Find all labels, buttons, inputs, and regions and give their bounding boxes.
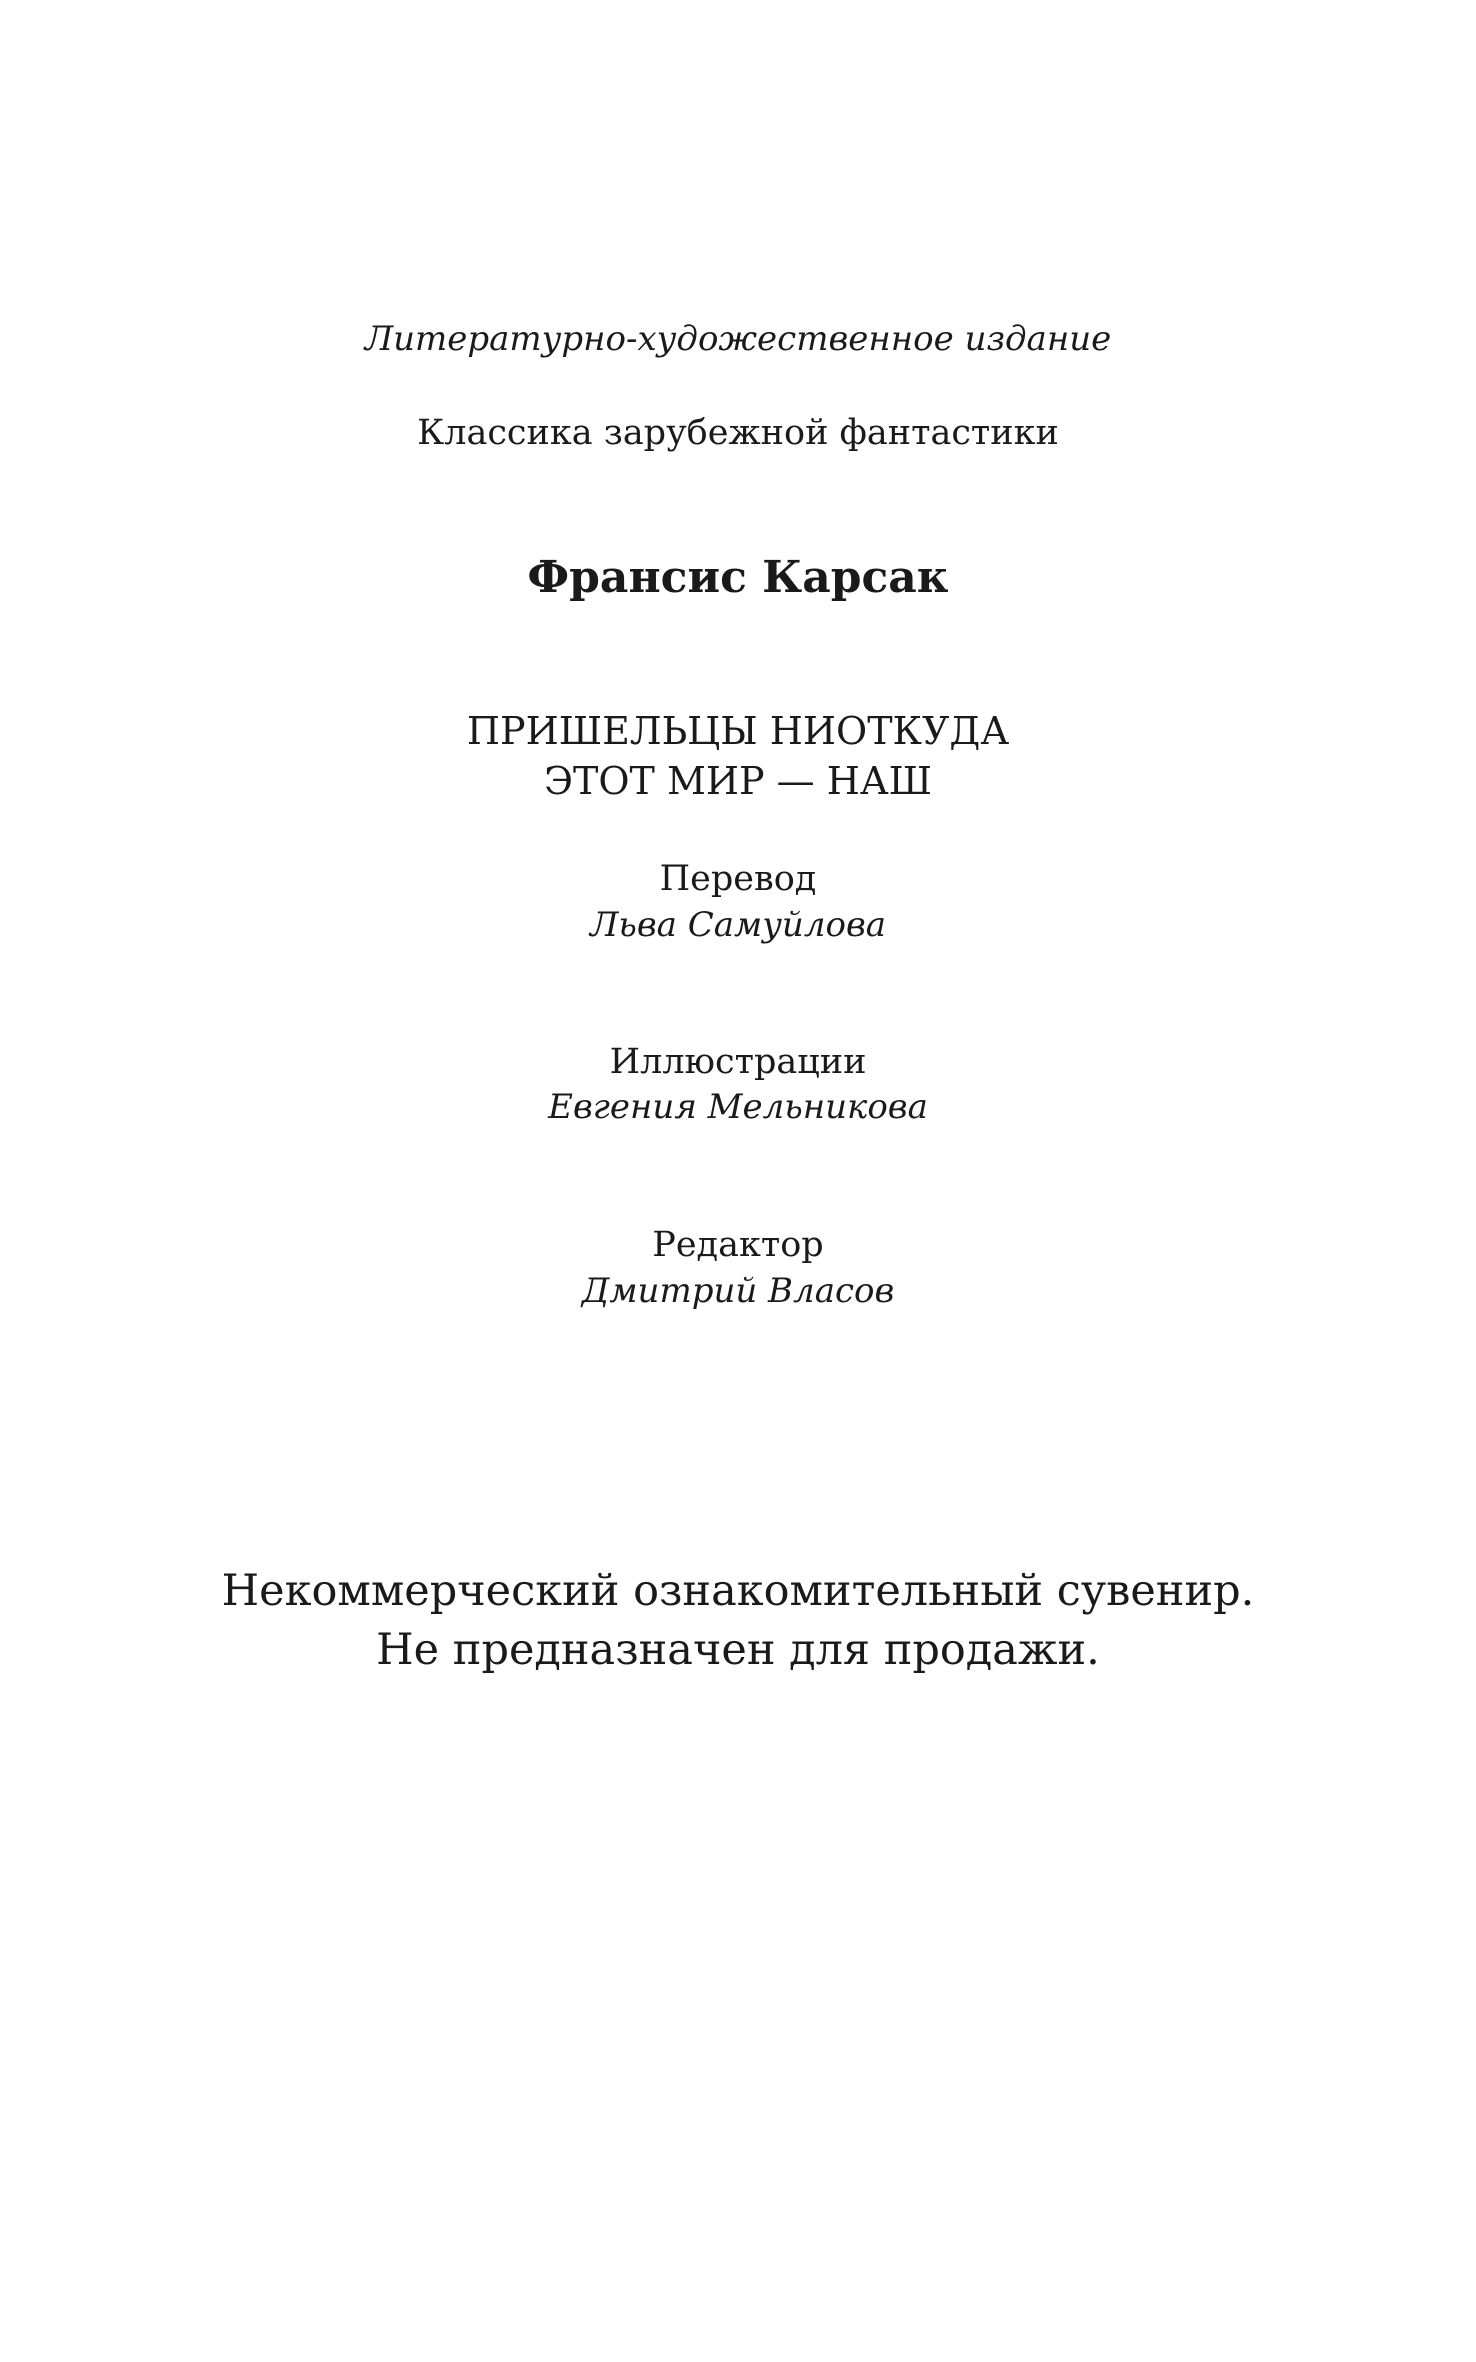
translator-name: Льва Самуйлова xyxy=(589,905,887,945)
book-title-1: ПРИШЕЛЬЦЫ НИОТКУДА xyxy=(466,709,1010,753)
editor-name: Дмитрий Власов xyxy=(581,1271,895,1311)
notice-line-1: Некоммерческий ознакомительный сувенир. xyxy=(221,1566,1255,1616)
illustrations-role: Иллюстрации xyxy=(609,1042,867,1082)
author-name: Франсис Карсак xyxy=(527,552,949,603)
illustrator-name: Евгения Мельникова xyxy=(548,1087,928,1127)
notice-line-2: Не предназначен для продажи. xyxy=(376,1625,1100,1675)
translation-role: Перевод xyxy=(659,859,817,899)
book-title-2: ЭТОТ МИР — НАШ xyxy=(543,759,933,803)
series-name: Классика зарубежной фантастики xyxy=(417,413,1059,453)
editor-role: Редактор xyxy=(652,1225,824,1265)
edition-type: Литературно-художественное издание xyxy=(364,319,1112,359)
